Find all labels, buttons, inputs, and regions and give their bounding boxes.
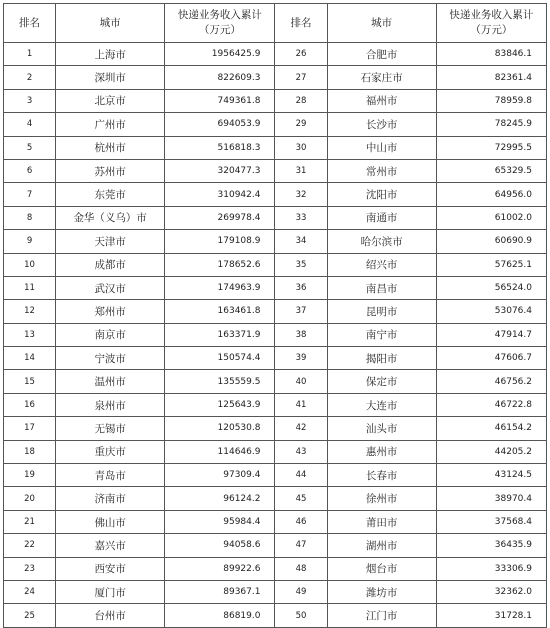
table-row [4, 276, 547, 299]
rank-cell: 7 [4, 183, 56, 206]
city-cell: 宁波市 [56, 347, 165, 370]
rank-cell: 9 [4, 230, 56, 253]
table-row [4, 183, 547, 206]
rank-cell: 8 [4, 206, 56, 229]
revenue-cell: 47606.7 [436, 347, 546, 370]
revenue-cell: 178652.6 [165, 253, 275, 276]
table-row [4, 206, 547, 229]
city-cell: 烟台市 [327, 557, 436, 580]
rank-cell: 6 [4, 159, 56, 182]
table-row [4, 89, 547, 112]
city-cell: 西安市 [56, 557, 165, 580]
table-row [4, 580, 547, 603]
table-row [4, 464, 547, 487]
rank-cell: 42 [275, 417, 327, 440]
table-row [4, 43, 547, 66]
rank-cell: 47 [275, 534, 327, 557]
table-row [4, 253, 547, 276]
revenue-cell: 78245.9 [436, 113, 546, 136]
city-cell: 江门市 [327, 604, 436, 627]
rank-cell: 17 [4, 417, 56, 440]
express-revenue-ranking-table [3, 3, 547, 628]
table-row [4, 136, 547, 159]
revenue-cell: 114646.9 [165, 440, 275, 463]
rank-cell: 21 [4, 510, 56, 533]
rank-cell: 44 [275, 464, 327, 487]
revenue-cell: 56524.0 [436, 276, 546, 299]
rank-cell: 29 [275, 113, 327, 136]
city-cell: 青岛市 [56, 464, 165, 487]
rank-cell: 38 [275, 323, 327, 346]
header-value-left-line2: （万元） [198, 24, 241, 36]
revenue-cell: 46722.8 [436, 393, 546, 416]
header-value-right-line1: 快递业务收入累计 [449, 9, 534, 21]
revenue-cell: 310942.4 [165, 183, 275, 206]
revenue-cell: 163371.9 [165, 323, 275, 346]
city-cell: 深圳市 [56, 66, 165, 89]
city-cell: 中山市 [327, 136, 436, 159]
city-cell: 温州市 [56, 370, 165, 393]
city-cell: 杭州市 [56, 136, 165, 159]
revenue-cell: 1956425.9 [165, 43, 275, 66]
revenue-cell: 65329.5 [436, 159, 546, 182]
header-rank-left: 排名 [4, 4, 56, 43]
table-row [4, 557, 547, 580]
header-city-left: 城市 [56, 4, 165, 43]
city-cell: 昆明市 [327, 300, 436, 323]
rank-cell: 31 [275, 159, 327, 182]
rank-cell: 30 [275, 136, 327, 159]
rank-cell: 36 [275, 276, 327, 299]
city-cell: 南昌市 [327, 276, 436, 299]
table-row [4, 534, 547, 557]
revenue-cell: 38970.4 [436, 487, 546, 510]
table-row [4, 323, 547, 346]
table-row [4, 604, 547, 627]
header-rank-right: 排名 [275, 4, 327, 43]
revenue-cell: 125643.9 [165, 393, 275, 416]
revenue-cell: 83846.1 [436, 43, 546, 66]
revenue-cell: 174963.9 [165, 276, 275, 299]
city-cell: 大连市 [327, 393, 436, 416]
table-row [4, 440, 547, 463]
revenue-cell: 32362.0 [436, 580, 546, 603]
revenue-cell: 82361.4 [436, 66, 546, 89]
table-row [4, 113, 547, 136]
table-row [4, 159, 547, 182]
rank-cell: 35 [275, 253, 327, 276]
header-city-right: 城市 [327, 4, 436, 43]
table-row [4, 230, 547, 253]
rank-cell: 28 [275, 89, 327, 112]
city-cell: 东莞市 [56, 183, 165, 206]
city-cell: 南通市 [327, 206, 436, 229]
city-cell: 金华（义乌）市 [56, 206, 165, 229]
revenue-cell: 97309.4 [165, 464, 275, 487]
revenue-cell: 57625.1 [436, 253, 546, 276]
revenue-cell: 516818.3 [165, 136, 275, 159]
city-cell: 长春市 [327, 464, 436, 487]
revenue-cell: 749361.8 [165, 89, 275, 112]
revenue-cell: 33306.9 [436, 557, 546, 580]
rank-cell: 43 [275, 440, 327, 463]
rank-cell: 13 [4, 323, 56, 346]
revenue-cell: 96124.2 [165, 487, 275, 510]
revenue-cell: 46154.2 [436, 417, 546, 440]
revenue-cell: 72995.5 [436, 136, 546, 159]
header-value-left-line1: 快递业务收入累计 [177, 9, 262, 21]
rank-cell: 39 [275, 347, 327, 370]
city-cell: 保定市 [327, 370, 436, 393]
rank-cell: 26 [275, 43, 327, 66]
revenue-cell: 60690.9 [436, 230, 546, 253]
rank-cell: 20 [4, 487, 56, 510]
city-cell: 佛山市 [56, 510, 165, 533]
city-cell: 惠州市 [327, 440, 436, 463]
table-row [4, 487, 547, 510]
rank-cell: 1 [4, 43, 56, 66]
rank-cell: 10 [4, 253, 56, 276]
revenue-cell: 53076.4 [436, 300, 546, 323]
revenue-cell: 694053.9 [165, 113, 275, 136]
revenue-cell: 78959.8 [436, 89, 546, 112]
header-value-left [165, 4, 275, 43]
city-cell: 徐州市 [327, 487, 436, 510]
table-row [4, 370, 547, 393]
rank-cell: 33 [275, 206, 327, 229]
rank-cell: 24 [4, 580, 56, 603]
city-cell: 武汉市 [56, 276, 165, 299]
city-cell: 无锡市 [56, 417, 165, 440]
table-row [4, 417, 547, 440]
city-cell: 哈尔滨市 [327, 230, 436, 253]
revenue-cell: 120530.8 [165, 417, 275, 440]
revenue-cell: 47914.7 [436, 323, 546, 346]
revenue-cell: 269978.4 [165, 206, 275, 229]
city-cell: 南京市 [56, 323, 165, 346]
city-cell: 揭阳市 [327, 347, 436, 370]
revenue-cell: 61002.0 [436, 206, 546, 229]
revenue-cell: 150574.4 [165, 347, 275, 370]
rank-cell: 15 [4, 370, 56, 393]
rank-cell: 41 [275, 393, 327, 416]
table-row [4, 510, 547, 533]
revenue-cell: 163461.8 [165, 300, 275, 323]
revenue-cell: 89922.6 [165, 557, 275, 580]
rank-cell: 49 [275, 580, 327, 603]
rank-cell: 46 [275, 510, 327, 533]
revenue-cell: 64956.0 [436, 183, 546, 206]
revenue-cell: 44205.2 [436, 440, 546, 463]
rank-cell: 23 [4, 557, 56, 580]
rank-cell: 25 [4, 604, 56, 627]
city-cell: 合肥市 [327, 43, 436, 66]
table-row [4, 393, 547, 416]
rank-cell: 16 [4, 393, 56, 416]
rank-cell: 19 [4, 464, 56, 487]
city-cell: 苏州市 [56, 159, 165, 182]
table-row [4, 300, 547, 323]
revenue-cell: 95984.4 [165, 510, 275, 533]
rank-cell: 14 [4, 347, 56, 370]
header-row [4, 4, 547, 43]
rank-cell: 2 [4, 66, 56, 89]
city-cell: 绍兴市 [327, 253, 436, 276]
revenue-cell: 94058.6 [165, 534, 275, 557]
city-cell: 常州市 [327, 159, 436, 182]
rank-cell: 50 [275, 604, 327, 627]
city-cell: 潍坊市 [327, 580, 436, 603]
revenue-cell: 46756.2 [436, 370, 546, 393]
rank-cell: 32 [275, 183, 327, 206]
table-body [4, 43, 547, 628]
revenue-cell: 320477.3 [165, 159, 275, 182]
city-cell: 厦门市 [56, 580, 165, 603]
table-row [4, 347, 547, 370]
rank-cell: 3 [4, 89, 56, 112]
header-value-right [436, 4, 546, 43]
revenue-cell: 89367.1 [165, 580, 275, 603]
revenue-cell: 43124.5 [436, 464, 546, 487]
city-cell: 嘉兴市 [56, 534, 165, 557]
rank-cell: 4 [4, 113, 56, 136]
header-value-right-line2: （万元） [470, 24, 513, 36]
revenue-cell: 86819.0 [165, 604, 275, 627]
city-cell: 天津市 [56, 230, 165, 253]
table-row [4, 66, 547, 89]
city-cell: 郑州市 [56, 300, 165, 323]
rank-cell: 12 [4, 300, 56, 323]
rank-cell: 45 [275, 487, 327, 510]
city-cell: 北京市 [56, 89, 165, 112]
rank-cell: 27 [275, 66, 327, 89]
rank-cell: 18 [4, 440, 56, 463]
ranking-table-container [3, 3, 547, 628]
rank-cell: 48 [275, 557, 327, 580]
city-cell: 成都市 [56, 253, 165, 276]
city-cell: 上海市 [56, 43, 165, 66]
revenue-cell: 36435.9 [436, 534, 546, 557]
city-cell: 南宁市 [327, 323, 436, 346]
city-cell: 石家庄市 [327, 66, 436, 89]
city-cell: 长沙市 [327, 113, 436, 136]
city-cell: 沈阳市 [327, 183, 436, 206]
city-cell: 湖州市 [327, 534, 436, 557]
city-cell: 重庆市 [56, 440, 165, 463]
city-cell: 福州市 [327, 89, 436, 112]
revenue-cell: 135559.5 [165, 370, 275, 393]
city-cell: 台州市 [56, 604, 165, 627]
revenue-cell: 37568.4 [436, 510, 546, 533]
city-cell: 汕头市 [327, 417, 436, 440]
revenue-cell: 822609.3 [165, 66, 275, 89]
rank-cell: 11 [4, 276, 56, 299]
rank-cell: 5 [4, 136, 56, 159]
revenue-cell: 179108.9 [165, 230, 275, 253]
city-cell: 莆田市 [327, 510, 436, 533]
city-cell: 济南市 [56, 487, 165, 510]
rank-cell: 34 [275, 230, 327, 253]
city-cell: 广州市 [56, 113, 165, 136]
revenue-cell: 31728.1 [436, 604, 546, 627]
rank-cell: 40 [275, 370, 327, 393]
city-cell: 泉州市 [56, 393, 165, 416]
rank-cell: 22 [4, 534, 56, 557]
rank-cell: 37 [275, 300, 327, 323]
